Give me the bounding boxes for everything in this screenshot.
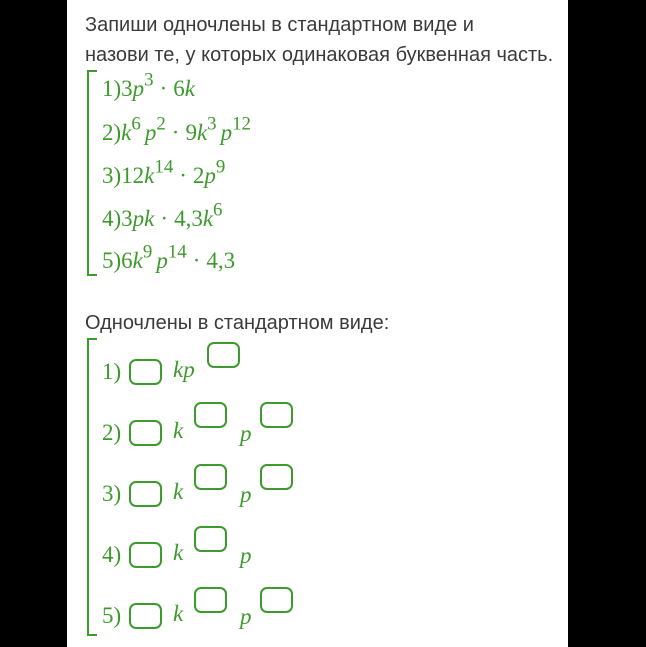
k-exponent-input[interactable] bbox=[194, 402, 227, 428]
variables-label: kp bbox=[173, 357, 195, 382]
exponent-input[interactable] bbox=[207, 342, 240, 368]
p-exponent-input[interactable] bbox=[260, 402, 293, 428]
answer-row-number: 1) bbox=[102, 359, 122, 384]
k-variable-label: k bbox=[173, 601, 184, 626]
answer-row-number: 3) bbox=[102, 481, 122, 506]
expression-5: $5)6k^9$ $p^{14} \cdot 4,3$ bbox=[102, 241, 236, 273]
answers-bracket bbox=[87, 338, 97, 636]
task-line-2: назови те, у которых одинаковая буквенная часть. bbox=[85, 44, 554, 66]
task-line-1: Запиши одночлены в стандартном виде и bbox=[85, 14, 474, 36]
answer-row-number: 5) bbox=[102, 603, 122, 628]
coefficient-input[interactable] bbox=[129, 359, 162, 385]
task-prompt bbox=[85, 10, 555, 70]
coefficient-input[interactable] bbox=[129, 603, 162, 629]
k-exponent-input[interactable] bbox=[194, 464, 227, 490]
answer-row-number: 4) bbox=[102, 542, 122, 567]
k-variable-label: k bbox=[173, 540, 184, 565]
p-variable-label: p bbox=[240, 482, 252, 507]
coefficient-input[interactable] bbox=[129, 481, 162, 507]
p-exponent-input[interactable] bbox=[260, 464, 293, 490]
expression-2: $2)k^6$ $p^2 \cdot 9k^3$ $p^{12}$ bbox=[102, 113, 251, 145]
coefficient-input[interactable] bbox=[129, 420, 162, 446]
k-variable-label: k bbox=[173, 418, 184, 443]
task-card bbox=[67, 0, 568, 647]
k-exponent-input[interactable] bbox=[194, 526, 227, 552]
p-exponent-input[interactable] bbox=[260, 587, 293, 613]
k-exponent-input[interactable] bbox=[194, 587, 227, 613]
answer-row-number: 2) bbox=[102, 420, 122, 445]
expression-3: $3)12k^{14} \cdot 2p^9$ bbox=[102, 156, 226, 188]
p-variable-label: p bbox=[240, 543, 252, 568]
p-variable-label: p bbox=[240, 421, 252, 446]
coefficient-input[interactable] bbox=[129, 542, 162, 568]
expression-4: $4)3pk \cdot 4,3k^6$ bbox=[102, 199, 223, 231]
expressions-bracket bbox=[87, 70, 97, 276]
standard-form-heading: Одночлены в стандартном виде: bbox=[85, 312, 390, 334]
expression-1: $1)3p^3 \cdot 6k$ bbox=[102, 69, 195, 101]
k-variable-label: k bbox=[173, 479, 184, 504]
p-variable-label: p bbox=[240, 604, 252, 629]
